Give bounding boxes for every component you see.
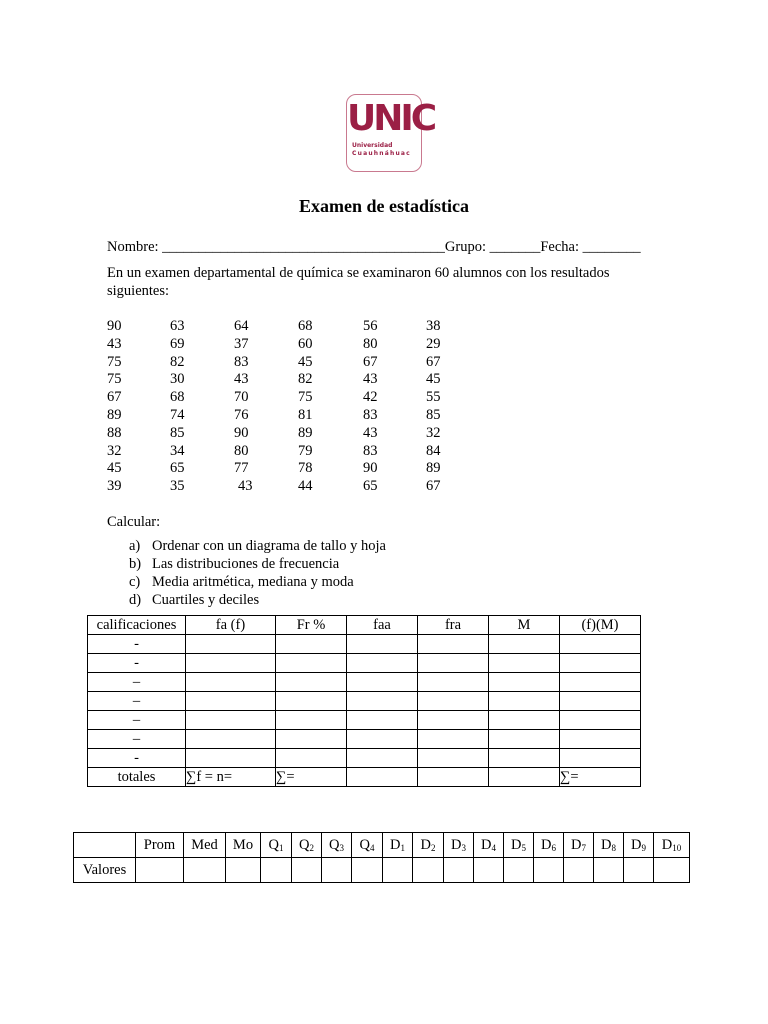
empty-cell (186, 673, 276, 692)
class-interval-cell: - (88, 654, 186, 673)
data-value: 43 (238, 478, 253, 495)
data-value: 43 (234, 371, 249, 388)
empty-cell (261, 858, 292, 883)
task-letter: d) (129, 592, 142, 608)
empty-cell (489, 673, 560, 692)
data-value: 90 (107, 318, 122, 334)
data-value: 65 (363, 478, 378, 495)
empty-cell (594, 858, 624, 883)
empty-cell (418, 711, 489, 730)
data-value: 90 (363, 460, 378, 477)
stat-symbol: Q (359, 836, 370, 853)
empty-cell (136, 858, 184, 883)
stat-symbol: D (661, 836, 673, 853)
table-row (88, 654, 641, 673)
stat-subscript: 8 (611, 842, 616, 853)
stat-subscript: 1 (400, 842, 405, 853)
empty-cell (418, 635, 489, 654)
stat-symbol: D (451, 836, 462, 853)
stat-symbol: Q (299, 836, 310, 853)
name-group-date-line: Nombre: _______________________________________Grupo: _______Fecha: ________ (107, 239, 641, 255)
table-row (88, 692, 641, 711)
empty-cell (489, 711, 560, 730)
task-text: Cuartiles y deciles (152, 592, 260, 608)
data-value: 29 (426, 335, 441, 352)
empty-cell (276, 654, 347, 673)
totals-cell: ∑= (560, 768, 641, 787)
stat-symbol: D (511, 836, 522, 853)
stat-symbol: D (571, 836, 582, 853)
data-value: 68 (298, 318, 313, 334)
totals-row (88, 768, 641, 787)
stat-symbol: D (420, 836, 431, 853)
empty-cell (352, 858, 383, 883)
data-value: 75 (107, 371, 122, 388)
values-row (74, 858, 690, 883)
empty-cell (276, 673, 347, 692)
empty-cell (347, 673, 418, 692)
stat-header (136, 833, 184, 858)
stat-subscript: 1 (278, 842, 284, 853)
empty-cell (186, 692, 276, 711)
data-value: 89 (107, 406, 122, 423)
stat-symbol: Q (329, 836, 340, 853)
empty-cell (418, 749, 489, 768)
empty-cell (186, 654, 276, 673)
stat-symbol: Q (268, 836, 279, 853)
data-value: 43 (363, 371, 378, 388)
data-value: 60 (298, 335, 313, 352)
empty-cell (489, 692, 560, 711)
data-value: 90 (234, 424, 249, 441)
stat-symbol: D (601, 836, 612, 853)
class-interval-cell: – (88, 711, 186, 730)
empty-cell (624, 858, 654, 883)
stat-header (383, 833, 413, 858)
task-text: Ordenar con un diagrama de tallo y hoja (152, 538, 386, 554)
data-value: 64 (234, 318, 249, 334)
stats-header-row (74, 833, 690, 858)
empty-cell (418, 673, 489, 692)
data-value: 34 (170, 442, 185, 459)
empty-cell (276, 635, 347, 654)
data-value: 63 (170, 318, 185, 334)
stat-header (474, 833, 504, 858)
empty-cell (184, 858, 226, 883)
totals-cell (489, 768, 560, 787)
data-value: 79 (298, 442, 313, 459)
empty-cell (489, 635, 560, 654)
empty-cell (489, 730, 560, 749)
stat-header (654, 833, 690, 858)
stat-header (184, 833, 226, 858)
data-value: 83 (363, 406, 378, 423)
stat-header (564, 833, 594, 858)
stat-header (504, 833, 534, 858)
data-value: 44 (298, 478, 313, 495)
data-value: 84 (426, 442, 441, 459)
data-value: 55 (426, 389, 441, 406)
empty-cell (347, 635, 418, 654)
data-value: 75 (298, 389, 313, 406)
stat-header (292, 833, 322, 858)
totals-cell: ∑f = n= (186, 768, 276, 787)
empty-cell (413, 858, 444, 883)
values-label: Valores (74, 858, 136, 883)
empty-cell (654, 858, 690, 883)
empty-cell (186, 711, 276, 730)
empty-cell (418, 654, 489, 673)
stat-subscript: 7 (581, 842, 586, 853)
totals-cell (347, 768, 418, 787)
data-value: 69 (170, 335, 185, 352)
stat-header (444, 833, 474, 858)
data-value: 39 (107, 478, 122, 495)
table-row (88, 711, 641, 730)
data-value: 89 (426, 460, 441, 477)
class-interval-cell: – (88, 692, 186, 711)
data-value: 77 (234, 460, 249, 477)
empty-cell (474, 858, 504, 883)
stat-header (322, 833, 352, 858)
data-value: 67 (426, 478, 441, 495)
stat-subscript: 10 (672, 842, 682, 853)
stat-subscript: 4 (369, 842, 375, 853)
stat-header (352, 833, 383, 858)
empty-cell (276, 730, 347, 749)
column-header: fa (f) (186, 616, 276, 635)
university-logo (346, 94, 435, 172)
task-text: Las distribuciones de frecuencia (152, 556, 340, 572)
intro-text-line-2: siguientes: (107, 283, 170, 299)
stat-subscript: 5 (521, 842, 526, 853)
table-header-row (88, 616, 641, 635)
stat-subscript: 6 (551, 842, 556, 853)
logo-line-1: Universidad (352, 142, 393, 149)
table-row (88, 749, 641, 768)
stat-symbol: D (631, 836, 642, 853)
stat-subscript: 4 (491, 842, 496, 853)
stat-symbol: Mo (232, 836, 254, 853)
table-row (88, 730, 641, 749)
data-value: 65 (170, 460, 185, 477)
task-text: Media aritmética, mediana y moda (152, 574, 354, 590)
data-value: 85 (170, 424, 185, 441)
data-value: 37 (234, 335, 249, 352)
empty-cell (292, 858, 322, 883)
column-header: Fr % (276, 616, 347, 635)
stat-header (261, 833, 292, 858)
empty-cell (276, 749, 347, 768)
data-value: 70 (234, 389, 249, 406)
data-value: 75 (107, 353, 122, 370)
stat-header (413, 833, 444, 858)
data-value: 45 (298, 353, 313, 370)
data-value: 45 (107, 460, 122, 477)
task-letter: a) (129, 538, 141, 554)
data-value: 83 (363, 442, 378, 459)
table-row (88, 635, 641, 654)
stat-symbol: Prom (143, 836, 176, 853)
empty-cell (560, 673, 641, 692)
empty-cell (560, 711, 641, 730)
empty-cell (347, 749, 418, 768)
empty-cell (504, 858, 534, 883)
stat-symbol: D (390, 836, 401, 853)
empty-cell (418, 730, 489, 749)
stat-header (594, 833, 624, 858)
empty-cell (444, 858, 474, 883)
stat-subscript: 2 (430, 842, 436, 853)
data-value: 76 (234, 406, 249, 423)
empty-cell (560, 692, 641, 711)
stat-symbol: D (541, 836, 552, 853)
data-value: 45 (426, 371, 441, 388)
column-header: (f)(M) (560, 616, 641, 635)
totals-cell (418, 768, 489, 787)
empty-cell (347, 692, 418, 711)
empty-cell (322, 858, 352, 883)
data-value: 38 (426, 318, 441, 334)
task-letter: c) (129, 574, 141, 590)
data-value: 81 (298, 406, 313, 423)
empty-cell (347, 654, 418, 673)
data-value: 78 (298, 460, 313, 477)
empty-cell (560, 635, 641, 654)
empty-cell (347, 730, 418, 749)
data-value: 43 (107, 335, 122, 352)
totals-cell: ∑= (276, 768, 347, 787)
data-value: 74 (170, 406, 185, 423)
data-value: 30 (170, 371, 185, 388)
empty-cell (186, 730, 276, 749)
task-letter: b) (129, 556, 142, 572)
table-row (88, 673, 641, 692)
data-value: 88 (107, 424, 122, 441)
empty-cell (489, 749, 560, 768)
data-value: 80 (363, 335, 378, 352)
column-header: faa (347, 616, 418, 635)
data-value: 43 (363, 424, 378, 441)
empty-cell (418, 692, 489, 711)
intro-text-line-1: En un examen departamental de química se examinaron 60 alumnos con los resultados (107, 265, 610, 281)
data-value: 67 (107, 389, 122, 406)
empty-cell (560, 730, 641, 749)
data-value: 68 (170, 389, 185, 406)
empty-cell (560, 654, 641, 673)
data-value: 32 (107, 442, 122, 459)
data-value: 67 (363, 353, 378, 370)
frequency-table (87, 615, 641, 787)
empty-cell (226, 858, 261, 883)
data-value: 82 (170, 353, 185, 370)
stat-subscript: 3 (339, 842, 344, 853)
data-value: 82 (298, 371, 313, 388)
data-value: 42 (363, 389, 378, 406)
logo-line-2: Cuauhnáhuac (352, 150, 411, 157)
empty-cell (534, 858, 564, 883)
class-interval-cell: – (88, 730, 186, 749)
stat-symbol: Med (191, 836, 218, 853)
empty-cell (276, 711, 347, 730)
stat-symbol: D (481, 836, 492, 853)
empty-cell (564, 858, 594, 883)
data-value: 89 (298, 424, 313, 441)
empty-cell (186, 749, 276, 768)
stat-header (624, 833, 654, 858)
empty-cell (383, 858, 413, 883)
statistics-table (73, 832, 690, 883)
empty-cell (347, 711, 418, 730)
stat-subscript: 9 (641, 842, 646, 853)
data-value: 56 (363, 318, 378, 334)
stat-header (534, 833, 564, 858)
data-value: 80 (234, 442, 249, 459)
empty-cell (560, 749, 641, 768)
empty-cell (489, 654, 560, 673)
class-interval-cell: - (88, 635, 186, 654)
empty-cell (276, 692, 347, 711)
column-header: M (489, 616, 560, 635)
data-value: 83 (234, 353, 249, 370)
data-value: 67 (426, 353, 441, 370)
logo-mark: UNIC (347, 98, 435, 139)
empty-corner-cell (74, 833, 136, 858)
totals-label: totales (88, 768, 186, 787)
data-value: 32 (426, 424, 441, 441)
data-value: 85 (426, 406, 441, 423)
page-title: Examen de estadística (299, 196, 469, 216)
stat-subscript: 3 (461, 842, 466, 853)
class-interval-cell: – (88, 673, 186, 692)
column-header: calificaciones (88, 616, 186, 635)
stat-header (226, 833, 261, 858)
class-interval-cell: - (88, 749, 186, 768)
stat-subscript: 2 (309, 842, 314, 853)
column-header: fra (418, 616, 489, 635)
calcular-label: Calcular: (107, 514, 161, 530)
data-value: 35 (170, 478, 185, 495)
empty-cell (186, 635, 276, 654)
